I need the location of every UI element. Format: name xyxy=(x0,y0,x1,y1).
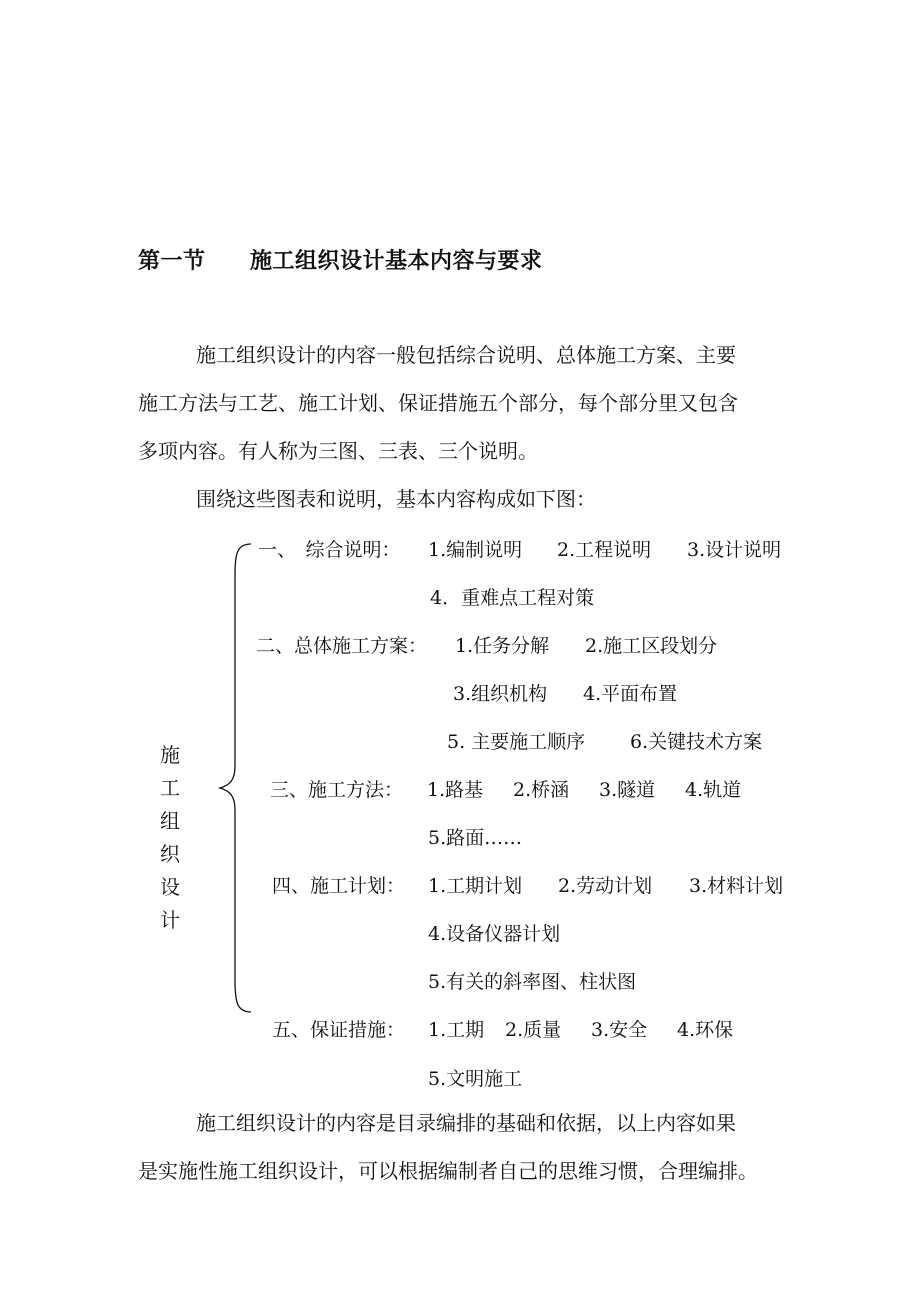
section-2-item-4: 4.平面布置 xyxy=(583,683,678,705)
section-1-item-1: 1.编制说明 xyxy=(428,539,523,561)
section-4-item-3: 3.材料计划 xyxy=(689,875,784,897)
section-2-item-3: 3.组织机构 xyxy=(453,683,548,705)
section-4-item-5: 5.有关的斜率图、柱状图 xyxy=(428,971,637,993)
root-char-6: 计 xyxy=(160,908,180,932)
section-3-item-2: 2.桥涵 xyxy=(513,779,570,801)
section-2-item-1: 1.任务分解 xyxy=(455,635,550,657)
intro-line-2: 施工方法与工艺、施工计划、保证措施五个部分，每个部分里又包含 xyxy=(138,391,738,415)
root-char-2: 工 xyxy=(160,776,180,800)
section-3-item-3: 3.隧道 xyxy=(599,779,656,801)
root-char-1: 施 xyxy=(160,743,180,767)
section-3-label: 三、施工方法： xyxy=(270,779,404,801)
section-3-item-5: 5.路面…… xyxy=(428,827,523,849)
closing-line-1: 施工组织设计的内容是目录编排的基础和依据，以上内容如果 xyxy=(196,1111,736,1135)
section-2-label: 二、总体施工方案： xyxy=(256,635,428,657)
section-5-item-5: 5.文明施工 xyxy=(428,1068,523,1090)
section-4-item-4: 4.设备仪器计划 xyxy=(428,923,561,945)
section-number: 第一节 xyxy=(138,248,206,274)
section-2-item-2: 2.施工区段划分 xyxy=(585,635,718,657)
section-1-item-3: 3.设计说明 xyxy=(687,539,782,561)
section-5-item-2: 2.质量 xyxy=(505,1019,562,1041)
section-1-item-2: 2.工程说明 xyxy=(557,539,652,561)
section-2-item-6: 6.关键技术方案 xyxy=(630,731,763,753)
section-1-item-4: 4．重难点工程对策 xyxy=(430,587,595,609)
section-1-label: 一、 综合说明： xyxy=(258,539,401,561)
section-title: 施工组织设计基本内容与要求 xyxy=(250,248,543,274)
brace-icon xyxy=(215,540,257,1016)
root-char-3: 组 xyxy=(160,809,180,833)
root-char-4: 织 xyxy=(160,842,180,866)
closing-line-2: 是实施性施工组织设计，可以根据编制者自己的思维习惯，合理编排。 xyxy=(138,1159,758,1183)
section-3-item-4: 4.轨道 xyxy=(685,779,742,801)
intro-line-4: 围绕这些图表和说明，基本内容构成如下图： xyxy=(196,487,596,511)
intro-line-1: 施工组织设计的内容一般包括综合说明、总体施工方案、主要 xyxy=(196,343,736,367)
section-5-label: 五、保证措施： xyxy=(272,1019,406,1041)
intro-line-3: 多项内容。有人称为三图、三表、三个说明。 xyxy=(138,439,538,463)
section-5-item-1: 1.工期 xyxy=(428,1019,485,1041)
root-char-5: 设 xyxy=(160,875,180,899)
section-5-item-3: 3.安全 xyxy=(591,1019,648,1041)
section-5-item-4: 4.环保 xyxy=(677,1019,734,1041)
section-4-label: 四、施工计划： xyxy=(272,875,406,897)
section-2-item-5: 5. 主要施工顺序 xyxy=(447,731,586,753)
section-4-item-2: 2.劳动计划 xyxy=(558,875,653,897)
section-3-item-1: 1.路基 xyxy=(427,779,484,801)
section-4-item-1: 1.工期计划 xyxy=(428,875,523,897)
